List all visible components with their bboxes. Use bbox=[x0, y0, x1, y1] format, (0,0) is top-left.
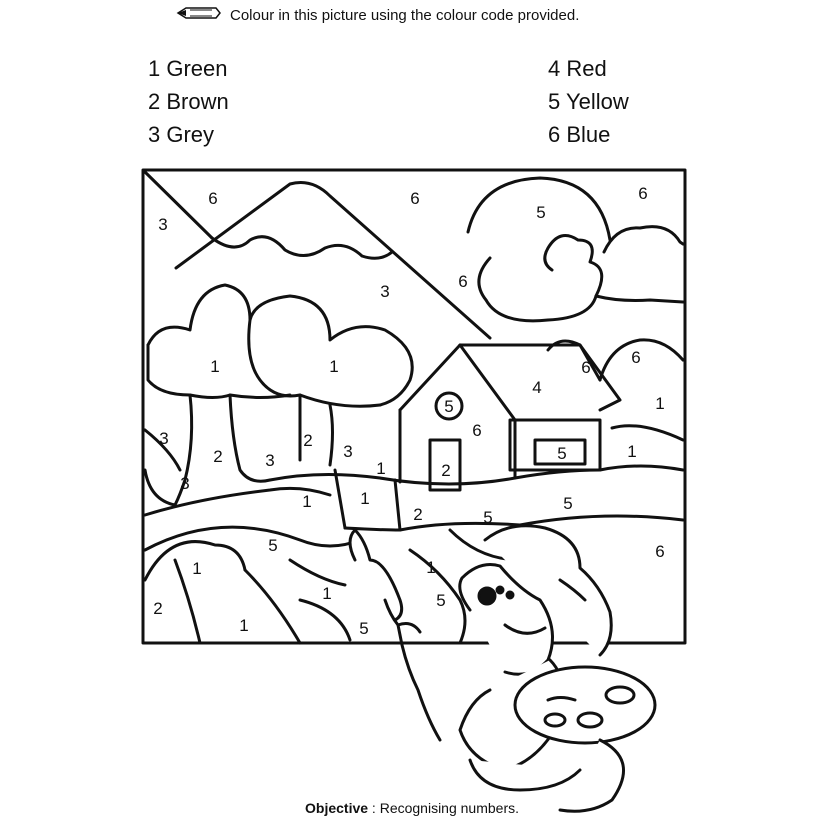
objective-text: Recognising numbers. bbox=[379, 800, 519, 816]
region-number: 1 bbox=[426, 558, 436, 577]
region-number: 6 bbox=[581, 358, 591, 377]
region-number: 3 bbox=[180, 474, 190, 493]
region-number: 3 bbox=[380, 282, 390, 301]
region-number: 1 bbox=[627, 442, 637, 461]
region-number: 5 bbox=[268, 536, 278, 555]
region-number: 1 bbox=[192, 559, 202, 578]
region-number: 5 bbox=[536, 203, 546, 222]
objective-separator: : bbox=[368, 800, 380, 816]
region-number: 1 bbox=[239, 616, 249, 635]
region-number: 5 bbox=[436, 591, 446, 610]
legend-item-red: 4 Red bbox=[548, 56, 607, 81]
region-number: 1 bbox=[360, 489, 370, 508]
region-number: 2 bbox=[303, 431, 313, 450]
region-number: 2 bbox=[213, 447, 223, 466]
region-number: 5 bbox=[483, 508, 493, 527]
legend-item-green: 1 Green bbox=[148, 56, 228, 81]
region-number: 1 bbox=[302, 492, 312, 511]
region-number: 1 bbox=[322, 584, 332, 603]
legend-item-yellow: 5 Yellow bbox=[548, 89, 629, 114]
region-number: 5 bbox=[563, 494, 573, 513]
region-number: 6 bbox=[208, 189, 218, 208]
region-number: 6 bbox=[638, 184, 648, 203]
objective-footer bbox=[0, 800, 824, 816]
legend-item-grey: 3 Grey bbox=[148, 122, 215, 147]
region-number: 3 bbox=[343, 442, 353, 461]
region-number: 2 bbox=[153, 599, 163, 618]
region-number: 6 bbox=[631, 348, 641, 367]
region-number: 6 bbox=[458, 272, 468, 291]
legend-item-blue: 6 Blue bbox=[548, 122, 611, 147]
region-number: 1 bbox=[210, 357, 220, 376]
region-number: 2 bbox=[441, 461, 451, 480]
region-number: 3 bbox=[265, 451, 275, 470]
region-number: 1 bbox=[329, 357, 339, 376]
region-number: 6 bbox=[655, 542, 665, 561]
region-number: 1 bbox=[655, 394, 665, 413]
region-number: 3 bbox=[159, 429, 169, 448]
legend-item-brown: 2 Brown bbox=[148, 89, 229, 114]
region-number: 6 bbox=[472, 421, 482, 440]
region-number: 5 bbox=[444, 397, 454, 416]
region-number: 4 bbox=[532, 378, 542, 397]
region-number: 6 bbox=[410, 189, 420, 208]
region-number: 2 bbox=[413, 505, 423, 524]
objective-label: Objective bbox=[305, 800, 369, 816]
instruction-text: Colour in this picture using the colour code provided. bbox=[230, 6, 580, 24]
region-number: 5 bbox=[359, 619, 369, 638]
region-number: 3 bbox=[158, 215, 168, 234]
region-number: 5 bbox=[557, 444, 567, 463]
region-number: 1 bbox=[376, 459, 386, 478]
